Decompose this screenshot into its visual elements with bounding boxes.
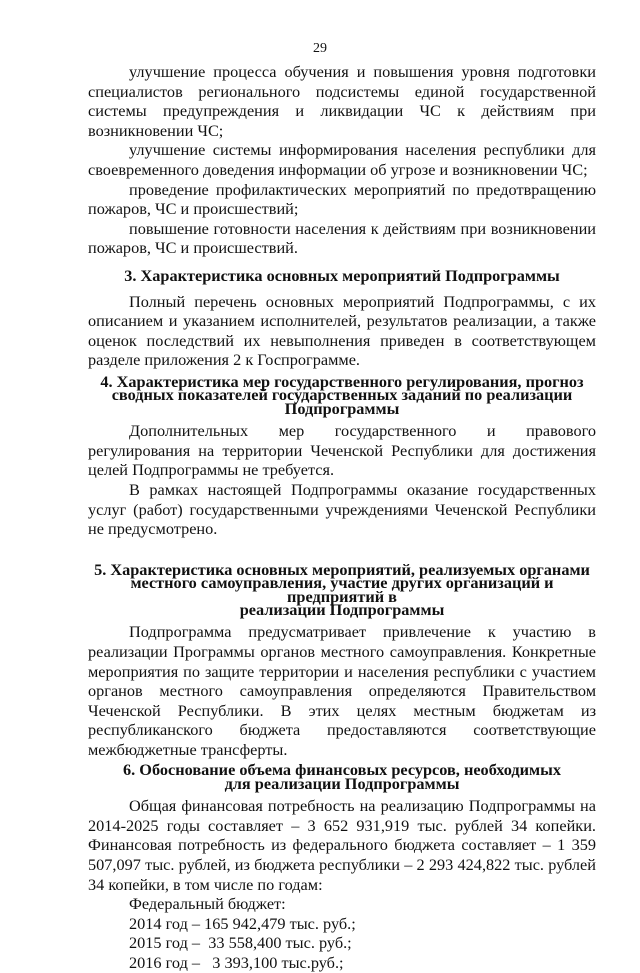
heading-line: 5. Характеристика основных мероприятий, реализуемых органами — [94, 559, 590, 579]
federal-budget-label: Федеральный бюджет: — [129, 894, 286, 914]
heading-line: Подпрограммы — [284, 398, 400, 418]
intro-item: улучшение системы информирования населения республики для своевременного доведения информации об угрозе и возникновении ЧС; — [88, 140, 596, 179]
heading-line: для реализации Подпрограммы — [224, 773, 460, 793]
section-3-paragraph: Полный перечень основных мероприятий Подпрограммы, с их описанием и указанием исполнителей, результатов реализации, а также оценок последствий их невыполнения приведен в соответствующем разделе приложения 2 к Госпрограмме. — [88, 291, 596, 370]
intro-item: проведение профилактических мероприятий по предотвращению пожаров, ЧС и происшествий; — [88, 179, 596, 219]
section-5-heading — [88, 559, 596, 619]
section-6-heading — [88, 760, 596, 793]
federal-budget-list — [88, 894, 596, 972]
section-3-heading: 3. Характеристика основных мероприятий Подпрограммы — [124, 265, 560, 285]
year-line: 2014 год – 165 942,479 тыс. руб.; — [129, 913, 356, 933]
heading-line: реализации Подпрограммы — [239, 599, 445, 619]
page-number: 29 — [313, 41, 327, 56]
page-content — [88, 62, 596, 973]
intro-item: повышение готовности населения к действиям при возникновении пожаров, ЧС и происшествий. — [88, 218, 596, 258]
heading-line: 6. Обоснование объема финансовых ресурсов, необходимых — [123, 760, 561, 780]
section-5-paragraph: Подпрограмма предусматривает привлечение к участию в реализации Программы органов местного самоуправления. Конкретные мероприятия по защите территории и населения республики с участием органов местного самоуправления определяются Правительством Чеченской Республики. В этих целях местным бюджетам из республиканского бюджета предоставляются соответствующие межбюджетные трансферты. — [88, 622, 596, 759]
heading-line: местного самоуправления, участие других организаций и предприятий в — [130, 573, 554, 606]
section-6-paragraph: Общая финансовая потребность на реализацию Подпрограммы на 2014-2025 годы составляет – 3 652 931,919 тыс. рублей 34 копейки. Финансовая потребность из федерального бюджета составляет – 1 359 507,097 тыс. рублей, из бюджета республики – 2 293 424,822 тыс. рублей 34 копейки, в том числе по годам: — [88, 796, 596, 894]
intro-item: улучшение процесса обучения и повышения уровня подготовки специалистов регионального подсистемы единой государственной системы предупреждения и ликвидации ЧС к действиям при возникновении ЧС; — [88, 62, 596, 140]
section-4-paragraph: Дополнительных мер государственного и правового регулирования на территории Чеченской Республики для достижения целей Подпрограммы не требуется. — [88, 421, 596, 480]
heading-line: 4. Характеристика мер государственного регулирования, прогноз — [100, 371, 584, 391]
section-4-heading — [88, 371, 596, 418]
year-line: 2016 год – 3 393,100 тыс.руб.; — [129, 953, 344, 973]
year-line: 2015 год – 33 558,400 тыс. руб.; — [129, 933, 352, 953]
heading-line: сводных показателей государственных заданий по реализации — [111, 385, 573, 405]
section-4-paragraph: В рамках настоящей Подпрограммы оказание государственных услуг (работ) государственными учреждениями Чеченской Республики не предусмотрено. — [88, 479, 596, 539]
